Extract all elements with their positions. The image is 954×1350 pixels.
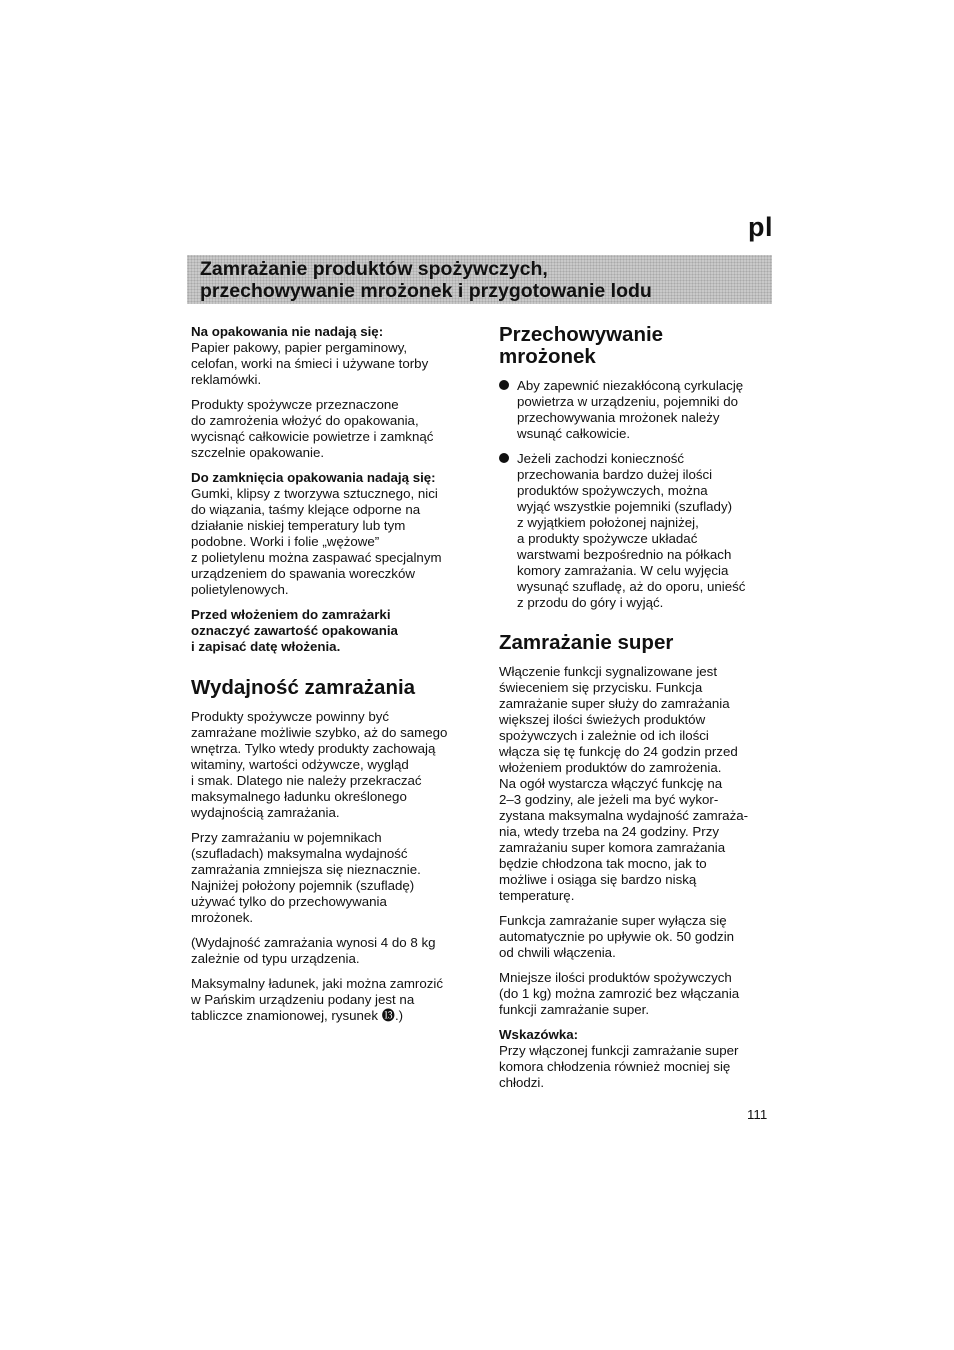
left-column <box>191 324 476 1033</box>
freezing-capacity-paragraph-1: Produkty spożywcze powinny być zamrażane możliwie szybko, aż do samego wnętrza. Tylko wtedy produkty zachowają witaminy, wartości odżywcze, wygląd i smak. Dlatego nie należy przekraczać maksymalnego ładunku określonego wydajnością zamrażania. <box>191 709 448 820</box>
language-tag: pl <box>748 212 773 242</box>
hint-paragraph <box>499 1027 771 1091</box>
packaging-unsuitable-heading: Na opakowania nie nadają się: <box>191 324 384 339</box>
storage-heading: Przechowywanie mrożonek <box>499 323 664 368</box>
freezing-capacity-paragraph-4: Maksymalny ładunek, jaki można zamrozić w Pańskim urządzeniu podany jest na tabliczce znamionowej, rysunek ⓭.) <box>191 976 443 1023</box>
right-column <box>499 324 771 1100</box>
super-freeze-paragraph-1: Włączenie funkcji sygnalizowane jest świeceniem się przycisku. Funkcja zamrażanie super służy do zamrażania większej ilości świeżych produktów spożywczych i zależnie od ich ilości włącza się tę funkcję do 24 godzin przed włożeniem produktów do zamrożenia. Na ogół wystarcza włączyć funkcję na 2–3 godziny, ale jeżeli ma być wykor- zystana maksymalna wydajność zamraża- nia, wtedy trzeba na 24 godziny. Przy zamrażaniu super komora zamrażania będzie chłodzona tak mocno, jak to możliwe i osiąga się bardzo niską temperaturę. <box>499 664 749 903</box>
packaging-unsuitable-text: Papier pakowy, papier pergaminowy, celofan, worki na śmieci i używane torby reklamówki. <box>191 340 429 387</box>
storage-bullet-2 <box>499 451 771 611</box>
banner-title-line-2: przechowywanie mrożonek i przygotowanie lodu <box>200 280 652 302</box>
hint-heading: Wskazówka: <box>499 1027 579 1042</box>
labeling-note: Przed włożeniem do zamrażarki oznaczyć zawartość opakowania i zapisać datę włożenia. <box>191 607 398 654</box>
closure-suitable-paragraph <box>191 470 476 598</box>
section-banner <box>187 255 772 304</box>
page-number: 111 <box>747 1107 768 1122</box>
bullet-dot-icon <box>499 380 509 390</box>
freezing-capacity-paragraph-2: Przy zamrażaniu w pojemnikach (szufladach) maksymalna wydajność zamrażania zmniejsza się nieznacznie. Najniżej położony pojemnik (szufladę) używać tylko do przechowywania mrożonek. <box>191 830 421 925</box>
storage-bullet-2-text: Jeżeli zachodzi konieczność przechowania bardzo dużej ilości produktów spożywczych, można wyjąć wszystkie pojemniki (szuflady) z wyjątkiem położonej najniżej, a produkty spożywcze układać warstwami bezpośrednio na półkach komory zamrażania. W celu wyjęcia wysunąć szufladę, aż do oporu, unieść z przodu do góry i wyjąć. <box>517 451 746 610</box>
banner-title-line-1: Zamrażanie produktów spożywczych, <box>200 258 548 280</box>
freezing-capacity-paragraph-3: (Wydajność zamrażania wynosi 4 do 8 kg zależnie od typu urządzenia. <box>191 935 436 966</box>
super-freeze-paragraph-2: Funkcja zamrażanie super wyłącza się automatycznie po upływie ok. 50 godzin od chwili włączenia. <box>499 913 735 960</box>
bullet-dot-icon <box>499 453 509 463</box>
storage-bullet-1 <box>499 378 771 442</box>
closure-suitable-text: Gumki, klipsy z tworzywa sztucznego, nici do wiązania, taśmy klejące odporne na działanie niskiej temperatury lub tym podobne. Worki i folie „wężowe” z polietylenu można zaspawać specjalnym urządzeniem do spawania woreczków polietylenowych. <box>191 486 442 597</box>
freezing-capacity-heading: Wydajność zamrażania <box>191 676 416 699</box>
packaging-instructions-paragraph: Produkty spożywcze przeznaczone do zamrożenia włożyć do opakowania, wycisnąć całkowicie powietrze i zamknąć szczelnie opakowanie. <box>191 397 434 460</box>
packaging-unsuitable-paragraph <box>191 324 476 388</box>
closure-suitable-heading: Do zamknięcia opakowania nadają się: <box>191 470 436 485</box>
storage-bullet-1-text: Aby zapewnić niezakłóconą cyrkulację powietrza w urządzeniu, pojemniki do przechowywania mrożonek należy wsunąć całkowicie. <box>517 378 744 441</box>
hint-text: Przy włączonej funkcji zamrażanie super komora chłodzenia również mocniej się chłodzi. <box>499 1043 739 1090</box>
super-freeze-heading: Zamrażanie super <box>499 631 674 654</box>
super-freeze-paragraph-3: Mniejsze ilości produktów spożywczych (do 1 kg) można zamrozić bez włączania funkcji zamrażanie super. <box>499 970 740 1017</box>
